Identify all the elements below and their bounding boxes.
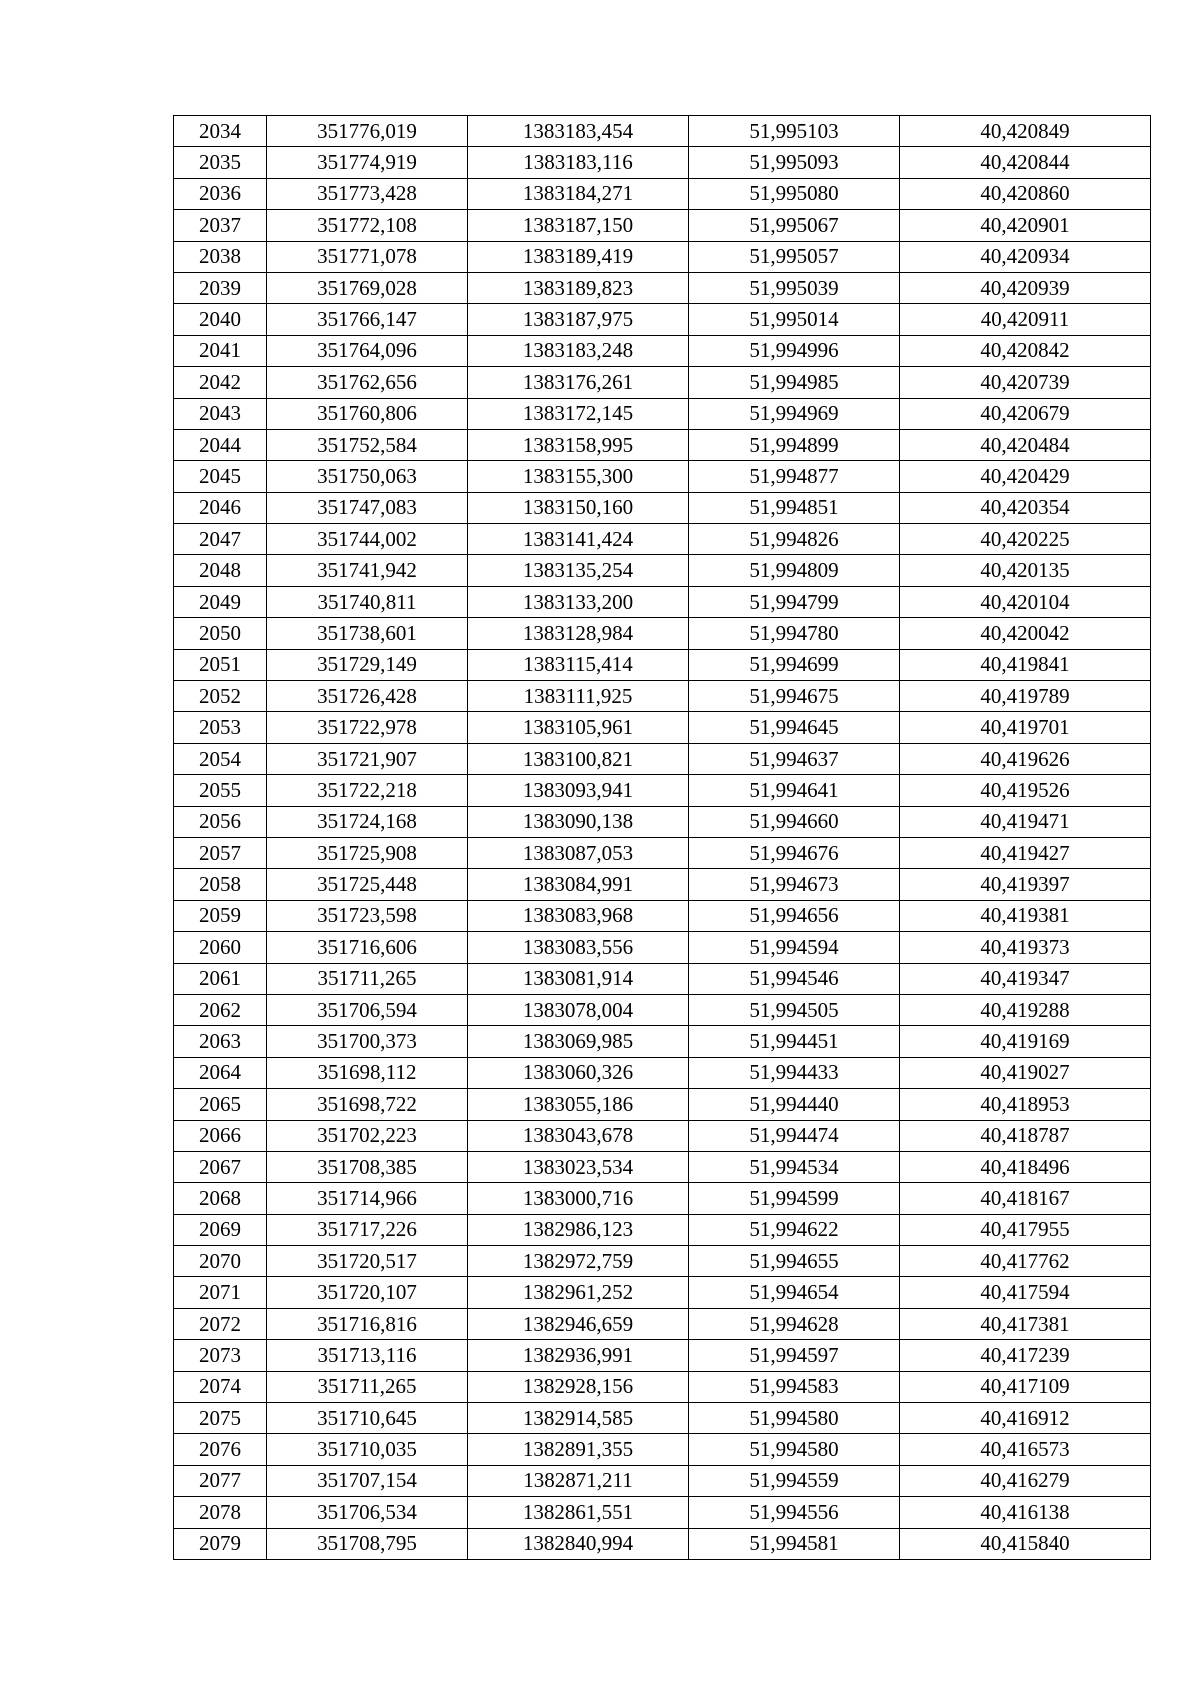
longitude-cell: 40,419626 [900, 743, 1151, 774]
latitude-cell: 51,994780 [689, 618, 900, 649]
point-number-cell: 2036 [174, 178, 267, 209]
point-number-cell: 2048 [174, 555, 267, 586]
point-number-cell: 2078 [174, 1497, 267, 1528]
point-number-cell: 2074 [174, 1371, 267, 1402]
table-row [174, 837, 1151, 868]
x-coordinate-cell: 351708,795 [267, 1528, 468, 1559]
longitude-cell: 40,420042 [900, 618, 1151, 649]
latitude-cell: 51,994451 [689, 1026, 900, 1057]
longitude-cell: 40,417109 [900, 1371, 1151, 1402]
point-number-cell: 2060 [174, 932, 267, 963]
x-coordinate-cell: 351762,656 [267, 367, 468, 398]
point-number-cell: 2055 [174, 775, 267, 806]
x-coordinate-cell: 351698,112 [267, 1057, 468, 1088]
x-coordinate-cell: 351750,063 [267, 461, 468, 492]
latitude-cell: 51,994809 [689, 555, 900, 586]
longitude-cell: 40,420849 [900, 116, 1151, 147]
latitude-cell: 51,994899 [689, 429, 900, 460]
table-row [174, 272, 1151, 303]
y-coordinate-cell: 1382891,355 [468, 1434, 689, 1465]
y-coordinate-cell: 1383187,975 [468, 304, 689, 335]
latitude-cell: 51,994580 [689, 1434, 900, 1465]
y-coordinate-cell: 1383023,534 [468, 1151, 689, 1182]
x-coordinate-cell: 351771,078 [267, 241, 468, 272]
table-row [174, 681, 1151, 712]
longitude-cell: 40,420739 [900, 367, 1151, 398]
point-number-cell: 2056 [174, 806, 267, 837]
y-coordinate-cell: 1382840,994 [468, 1528, 689, 1559]
point-number-cell: 2069 [174, 1214, 267, 1245]
latitude-cell: 51,994559 [689, 1465, 900, 1496]
table-row [174, 806, 1151, 837]
longitude-cell: 40,418953 [900, 1089, 1151, 1120]
table-row [174, 1465, 1151, 1496]
latitude-cell: 51,994654 [689, 1277, 900, 1308]
x-coordinate-cell: 351706,534 [267, 1497, 468, 1528]
x-coordinate-cell: 351711,265 [267, 1371, 468, 1402]
point-number-cell: 2047 [174, 524, 267, 555]
latitude-cell: 51,994660 [689, 806, 900, 837]
table-row [174, 492, 1151, 523]
table-row [174, 994, 1151, 1025]
latitude-cell: 51,994673 [689, 869, 900, 900]
table-row [174, 586, 1151, 617]
x-coordinate-cell: 351741,942 [267, 555, 468, 586]
table-row [174, 775, 1151, 806]
y-coordinate-cell: 1383060,326 [468, 1057, 689, 1088]
y-coordinate-cell: 1383111,925 [468, 681, 689, 712]
longitude-cell: 40,419347 [900, 963, 1151, 994]
latitude-cell: 51,994583 [689, 1371, 900, 1402]
latitude-cell: 51,994969 [689, 398, 900, 429]
x-coordinate-cell: 351702,223 [267, 1120, 468, 1151]
y-coordinate-cell: 1383083,556 [468, 932, 689, 963]
point-number-cell: 2037 [174, 210, 267, 241]
point-number-cell: 2076 [174, 1434, 267, 1465]
y-coordinate-cell: 1383183,116 [468, 147, 689, 178]
table-row [174, 1340, 1151, 1371]
longitude-cell: 40,419373 [900, 932, 1151, 963]
table-row [174, 1089, 1151, 1120]
table-row [174, 241, 1151, 272]
longitude-cell: 40,420225 [900, 524, 1151, 555]
longitude-cell: 40,420842 [900, 335, 1151, 366]
longitude-cell: 40,417381 [900, 1308, 1151, 1339]
longitude-cell: 40,420679 [900, 398, 1151, 429]
table-row [174, 1183, 1151, 1214]
latitude-cell: 51,994594 [689, 932, 900, 963]
x-coordinate-cell: 351720,107 [267, 1277, 468, 1308]
longitude-cell: 40,417239 [900, 1340, 1151, 1371]
longitude-cell: 40,417762 [900, 1246, 1151, 1277]
coordinates-table-body [174, 116, 1151, 1560]
latitude-cell: 51,994597 [689, 1340, 900, 1371]
y-coordinate-cell: 1382928,156 [468, 1371, 689, 1402]
longitude-cell: 40,417955 [900, 1214, 1151, 1245]
x-coordinate-cell: 351721,907 [267, 743, 468, 774]
point-number-cell: 2062 [174, 994, 267, 1025]
table-row [174, 743, 1151, 774]
y-coordinate-cell: 1383172,145 [468, 398, 689, 429]
longitude-cell: 40,419427 [900, 837, 1151, 868]
point-number-cell: 2065 [174, 1089, 267, 1120]
latitude-cell: 51,994581 [689, 1528, 900, 1559]
x-coordinate-cell: 351766,147 [267, 304, 468, 335]
y-coordinate-cell: 1383084,991 [468, 869, 689, 900]
point-number-cell: 2049 [174, 586, 267, 617]
longitude-cell: 40,419841 [900, 649, 1151, 680]
table-row [174, 1151, 1151, 1182]
table-row [174, 461, 1151, 492]
latitude-cell: 51,994440 [689, 1089, 900, 1120]
longitude-cell: 40,419381 [900, 900, 1151, 931]
table-row [174, 1277, 1151, 1308]
y-coordinate-cell: 1382972,759 [468, 1246, 689, 1277]
x-coordinate-cell: 351713,116 [267, 1340, 468, 1371]
longitude-cell: 40,420939 [900, 272, 1151, 303]
y-coordinate-cell: 1382936,991 [468, 1340, 689, 1371]
latitude-cell: 51,994675 [689, 681, 900, 712]
longitude-cell: 40,418496 [900, 1151, 1151, 1182]
y-coordinate-cell: 1383133,200 [468, 586, 689, 617]
point-number-cell: 2042 [174, 367, 267, 398]
latitude-cell: 51,995080 [689, 178, 900, 209]
point-number-cell: 2040 [174, 304, 267, 335]
point-number-cell: 2058 [174, 869, 267, 900]
y-coordinate-cell: 1383043,678 [468, 1120, 689, 1151]
longitude-cell: 40,420135 [900, 555, 1151, 586]
latitude-cell: 51,994534 [689, 1151, 900, 1182]
table-row [174, 618, 1151, 649]
longitude-cell: 40,420901 [900, 210, 1151, 241]
x-coordinate-cell: 351720,517 [267, 1246, 468, 1277]
latitude-cell: 51,995039 [689, 272, 900, 303]
point-number-cell: 2050 [174, 618, 267, 649]
point-number-cell: 2061 [174, 963, 267, 994]
y-coordinate-cell: 1383055,186 [468, 1089, 689, 1120]
x-coordinate-cell: 351714,966 [267, 1183, 468, 1214]
x-coordinate-cell: 351772,108 [267, 210, 468, 241]
y-coordinate-cell: 1383158,995 [468, 429, 689, 460]
x-coordinate-cell: 351708,385 [267, 1151, 468, 1182]
longitude-cell: 40,416573 [900, 1434, 1151, 1465]
longitude-cell: 40,420860 [900, 178, 1151, 209]
table-row [174, 1214, 1151, 1245]
y-coordinate-cell: 1383187,150 [468, 210, 689, 241]
y-coordinate-cell: 1383150,160 [468, 492, 689, 523]
latitude-cell: 51,994799 [689, 586, 900, 617]
latitude-cell: 51,995093 [689, 147, 900, 178]
longitude-cell: 40,420429 [900, 461, 1151, 492]
point-number-cell: 2063 [174, 1026, 267, 1057]
table-row [174, 367, 1151, 398]
longitude-cell: 40,419397 [900, 869, 1151, 900]
longitude-cell: 40,416138 [900, 1497, 1151, 1528]
y-coordinate-cell: 1382871,211 [468, 1465, 689, 1496]
latitude-cell: 51,994826 [689, 524, 900, 555]
point-number-cell: 2034 [174, 116, 267, 147]
latitude-cell: 51,995014 [689, 304, 900, 335]
point-number-cell: 2067 [174, 1151, 267, 1182]
latitude-cell: 51,994655 [689, 1246, 900, 1277]
point-number-cell: 2064 [174, 1057, 267, 1088]
point-number-cell: 2054 [174, 743, 267, 774]
x-coordinate-cell: 351710,645 [267, 1403, 468, 1434]
x-coordinate-cell: 351722,978 [267, 712, 468, 743]
longitude-cell: 40,416912 [900, 1403, 1151, 1434]
table-row [174, 1403, 1151, 1434]
y-coordinate-cell: 1382914,585 [468, 1403, 689, 1434]
point-number-cell: 2039 [174, 272, 267, 303]
point-number-cell: 2075 [174, 1403, 267, 1434]
longitude-cell: 40,419288 [900, 994, 1151, 1025]
x-coordinate-cell: 351706,594 [267, 994, 468, 1025]
y-coordinate-cell: 1383090,138 [468, 806, 689, 837]
x-coordinate-cell: 351738,601 [267, 618, 468, 649]
latitude-cell: 51,995103 [689, 116, 900, 147]
latitude-cell: 51,994637 [689, 743, 900, 774]
latitude-cell: 51,994546 [689, 963, 900, 994]
x-coordinate-cell: 351723,598 [267, 900, 468, 931]
table-row [174, 649, 1151, 680]
x-coordinate-cell: 351725,448 [267, 869, 468, 900]
x-coordinate-cell: 351764,096 [267, 335, 468, 366]
longitude-cell: 40,415840 [900, 1528, 1151, 1559]
table-row [174, 555, 1151, 586]
point-number-cell: 2046 [174, 492, 267, 523]
table-row [174, 1528, 1151, 1559]
point-number-cell: 2072 [174, 1308, 267, 1339]
longitude-cell: 40,417594 [900, 1277, 1151, 1308]
x-coordinate-cell: 351722,218 [267, 775, 468, 806]
latitude-cell: 51,994628 [689, 1308, 900, 1339]
point-number-cell: 2068 [174, 1183, 267, 1214]
x-coordinate-cell: 351740,811 [267, 586, 468, 617]
y-coordinate-cell: 1382861,551 [468, 1497, 689, 1528]
y-coordinate-cell: 1382961,252 [468, 1277, 689, 1308]
longitude-cell: 40,419169 [900, 1026, 1151, 1057]
x-coordinate-cell: 351744,002 [267, 524, 468, 555]
table-row [174, 524, 1151, 555]
point-number-cell: 2035 [174, 147, 267, 178]
latitude-cell: 51,995057 [689, 241, 900, 272]
latitude-cell: 51,994851 [689, 492, 900, 523]
longitude-cell: 40,416279 [900, 1465, 1151, 1496]
latitude-cell: 51,994877 [689, 461, 900, 492]
x-coordinate-cell: 351716,606 [267, 932, 468, 963]
point-number-cell: 2066 [174, 1120, 267, 1151]
latitude-cell: 51,994985 [689, 367, 900, 398]
table-row [174, 869, 1151, 900]
x-coordinate-cell: 351724,168 [267, 806, 468, 837]
latitude-cell: 51,994474 [689, 1120, 900, 1151]
point-number-cell: 2044 [174, 429, 267, 460]
y-coordinate-cell: 1383105,961 [468, 712, 689, 743]
y-coordinate-cell: 1383078,004 [468, 994, 689, 1025]
longitude-cell: 40,420104 [900, 586, 1151, 617]
latitude-cell: 51,994676 [689, 837, 900, 868]
x-coordinate-cell: 351725,908 [267, 837, 468, 868]
point-number-cell: 2051 [174, 649, 267, 680]
longitude-cell: 40,419526 [900, 775, 1151, 806]
y-coordinate-cell: 1383100,821 [468, 743, 689, 774]
table-row [174, 1026, 1151, 1057]
point-number-cell: 2079 [174, 1528, 267, 1559]
y-coordinate-cell: 1383189,823 [468, 272, 689, 303]
table-row [174, 304, 1151, 335]
table-row [174, 1246, 1151, 1277]
x-coordinate-cell: 351774,919 [267, 147, 468, 178]
table-row [174, 178, 1151, 209]
x-coordinate-cell: 351769,028 [267, 272, 468, 303]
latitude-cell: 51,994556 [689, 1497, 900, 1528]
latitude-cell: 51,994505 [689, 994, 900, 1025]
y-coordinate-cell: 1383183,248 [468, 335, 689, 366]
y-coordinate-cell: 1383155,300 [468, 461, 689, 492]
latitude-cell: 51,994433 [689, 1057, 900, 1088]
point-number-cell: 2043 [174, 398, 267, 429]
y-coordinate-cell: 1383087,053 [468, 837, 689, 868]
point-number-cell: 2038 [174, 241, 267, 272]
y-coordinate-cell: 1383189,419 [468, 241, 689, 272]
y-coordinate-cell: 1383128,984 [468, 618, 689, 649]
table-row [174, 1371, 1151, 1402]
table-row [174, 210, 1151, 241]
point-number-cell: 2077 [174, 1465, 267, 1496]
latitude-cell: 51,994699 [689, 649, 900, 680]
x-coordinate-cell: 351710,035 [267, 1434, 468, 1465]
y-coordinate-cell: 1382946,659 [468, 1308, 689, 1339]
longitude-cell: 40,418167 [900, 1183, 1151, 1214]
longitude-cell: 40,420354 [900, 492, 1151, 523]
table-row [174, 147, 1151, 178]
x-coordinate-cell: 351726,428 [267, 681, 468, 712]
y-coordinate-cell: 1383184,271 [468, 178, 689, 209]
x-coordinate-cell: 351773,428 [267, 178, 468, 209]
y-coordinate-cell: 1383176,261 [468, 367, 689, 398]
longitude-cell: 40,420844 [900, 147, 1151, 178]
longitude-cell: 40,420484 [900, 429, 1151, 460]
table-row [174, 1434, 1151, 1465]
table-row [174, 1120, 1151, 1151]
y-coordinate-cell: 1383093,941 [468, 775, 689, 806]
y-coordinate-cell: 1383135,254 [468, 555, 689, 586]
x-coordinate-cell: 351700,373 [267, 1026, 468, 1057]
point-number-cell: 2070 [174, 1246, 267, 1277]
latitude-cell: 51,994996 [689, 335, 900, 366]
x-coordinate-cell: 351729,149 [267, 649, 468, 680]
table-row [174, 1497, 1151, 1528]
y-coordinate-cell: 1382986,123 [468, 1214, 689, 1245]
table-row [174, 932, 1151, 963]
longitude-cell: 40,419701 [900, 712, 1151, 743]
point-number-cell: 2052 [174, 681, 267, 712]
latitude-cell: 51,994641 [689, 775, 900, 806]
longitude-cell: 40,418787 [900, 1120, 1151, 1151]
table-row [174, 900, 1151, 931]
x-coordinate-cell: 351717,226 [267, 1214, 468, 1245]
point-number-cell: 2053 [174, 712, 267, 743]
x-coordinate-cell: 351760,806 [267, 398, 468, 429]
y-coordinate-cell: 1383183,454 [468, 116, 689, 147]
coordinates-table [173, 115, 1151, 1560]
longitude-cell: 40,419471 [900, 806, 1151, 837]
point-number-cell: 2057 [174, 837, 267, 868]
latitude-cell: 51,994580 [689, 1403, 900, 1434]
point-number-cell: 2073 [174, 1340, 267, 1371]
longitude-cell: 40,419789 [900, 681, 1151, 712]
table-row [174, 963, 1151, 994]
longitude-cell: 40,420934 [900, 241, 1151, 272]
point-number-cell: 2059 [174, 900, 267, 931]
table-row [174, 429, 1151, 460]
point-number-cell: 2045 [174, 461, 267, 492]
y-coordinate-cell: 1383115,414 [468, 649, 689, 680]
x-coordinate-cell: 351716,816 [267, 1308, 468, 1339]
table-row [174, 398, 1151, 429]
latitude-cell: 51,994622 [689, 1214, 900, 1245]
table-row [174, 116, 1151, 147]
x-coordinate-cell: 351698,722 [267, 1089, 468, 1120]
table-row [174, 335, 1151, 366]
x-coordinate-cell: 351776,019 [267, 116, 468, 147]
x-coordinate-cell: 351747,083 [267, 492, 468, 523]
y-coordinate-cell: 1383069,985 [468, 1026, 689, 1057]
x-coordinate-cell: 351707,154 [267, 1465, 468, 1496]
latitude-cell: 51,994645 [689, 712, 900, 743]
latitude-cell: 51,994656 [689, 900, 900, 931]
y-coordinate-cell: 1383083,968 [468, 900, 689, 931]
latitude-cell: 51,994599 [689, 1183, 900, 1214]
latitude-cell: 51,995067 [689, 210, 900, 241]
point-number-cell: 2041 [174, 335, 267, 366]
y-coordinate-cell: 1383000,716 [468, 1183, 689, 1214]
table-row [174, 712, 1151, 743]
y-coordinate-cell: 1383141,424 [468, 524, 689, 555]
x-coordinate-cell: 351752,584 [267, 429, 468, 460]
longitude-cell: 40,419027 [900, 1057, 1151, 1088]
x-coordinate-cell: 351711,265 [267, 963, 468, 994]
longitude-cell: 40,420911 [900, 304, 1151, 335]
table-row [174, 1308, 1151, 1339]
y-coordinate-cell: 1383081,914 [468, 963, 689, 994]
point-number-cell: 2071 [174, 1277, 267, 1308]
table-row [174, 1057, 1151, 1088]
